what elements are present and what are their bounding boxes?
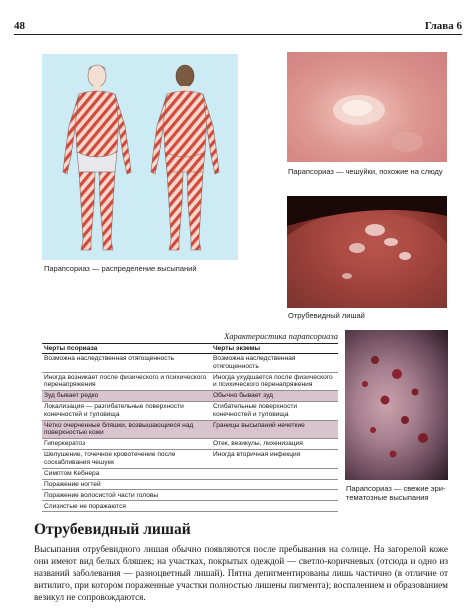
psoriasis-feature-cell: Гиперкератоз	[42, 439, 211, 450]
eczema-feature-cell	[211, 501, 338, 512]
body-figures-illustration	[42, 54, 238, 260]
table-row	[42, 372, 338, 391]
eczema-feature-cell: Отек, везикулы, лихенизация	[211, 439, 338, 450]
back-figure	[151, 65, 219, 250]
psoriasis-feature-cell: Поражение волосистой части головы	[42, 490, 211, 501]
eczema-feature-cell	[211, 490, 338, 501]
table-row	[42, 391, 338, 402]
psoriasis-feature-cell: Слизистые не поражаются	[42, 501, 211, 512]
eczema-feature-cell	[211, 479, 338, 490]
eczema-feature-cell: Возможна наследственная отягощенность	[211, 354, 338, 373]
table-row	[42, 439, 338, 450]
column-header-psoriasis: Черты псориаза	[42, 344, 211, 354]
table-row	[42, 479, 338, 490]
eczema-feature-cell: Иногда вторичная инфекция	[211, 450, 338, 469]
photo-parapsoriasis-erythematous	[345, 330, 448, 480]
psoriasis-feature-cell: Симптом Кебнера	[42, 468, 211, 479]
table-row	[42, 468, 338, 479]
eczema-feature-cell: Иногда ухудшается после физического и психического перенапряжения	[211, 372, 338, 391]
body-map-caption: Парапсориаз — распределение высыпаний	[44, 264, 197, 273]
table-row	[42, 402, 338, 421]
eczema-feature-cell: Сгибательные поверхности конечностей и туловища	[211, 402, 338, 421]
body-distribution-diagram	[42, 54, 238, 260]
eczema-feature-cell: Обычно бывает зуд	[211, 391, 338, 402]
front-figure	[63, 65, 131, 250]
photo-pityriasis-versicolor	[287, 196, 447, 308]
psoriasis-feature-cell: Возможна наследственная отягощенность	[42, 354, 211, 373]
psoriasis-feature-cell: Иногда возникает после физического и психического перенапряжения	[42, 372, 211, 391]
psoriasis-feature-cell: Поражение ногтей	[42, 479, 211, 490]
chapter-label: Глава 6	[424, 20, 462, 32]
table-row	[42, 490, 338, 501]
eczema-feature-cell: Границы высыпаний нечеткие	[211, 420, 338, 439]
section-heading: Отрубевидный лишай	[34, 521, 191, 538]
photo1-caption: Парапсориаз — чешуйки, похожие на слюду	[288, 167, 443, 176]
torso-lesions-illustration	[345, 330, 448, 480]
page-header	[14, 20, 462, 35]
photo-parapsoriasis-scales	[287, 52, 447, 162]
psoriasis-feature-cell: Локализация — разгибательные поверхности конечностей и туловища	[42, 402, 211, 421]
psoriasis-feature-cell: Зуд бывает редко	[42, 391, 211, 402]
table-row	[42, 501, 338, 512]
page-number: 48	[14, 20, 25, 32]
shoulder-lesions-illustration	[287, 196, 447, 308]
photo2-caption: Отрубевидный лишай	[288, 311, 365, 320]
eczema-feature-cell	[211, 468, 338, 479]
characteristics-table	[42, 343, 338, 512]
skin-lesion-illustration	[287, 52, 447, 162]
table-row	[42, 420, 338, 439]
psoriasis-feature-cell: Шелушение, точечное кровотечение после соскабливания чешуек	[42, 450, 211, 469]
characteristics-table-block	[42, 331, 338, 512]
table-header-row	[42, 344, 338, 354]
table-title: Характеристика парапсориаза	[224, 331, 338, 341]
psoriasis-feature-cell: Четко очерченные бляшки, возвышающиеся над поверхностью кожи	[42, 420, 211, 439]
table-row	[42, 450, 338, 469]
photo3-caption: Парапсориаз — свежие эри- тематозные высыпания	[346, 484, 446, 503]
section-paragraph: Высыпания отрубевидного лишая обычно появляются после пребывания на солнце. На загорелой коже они имеют вид белых бляшек; на участках, покрытых одеждой — светло-коричневых (отсюда и одно из названий заболевания — разноцветный лишай). Пятна депигментированы лишь частично (в отличие от витилиго, при котором пораженные участки полностью лишены пигмента); воспалением и образованием везикул не сопровождаются.	[34, 544, 448, 602]
table-row	[42, 354, 338, 373]
column-header-eczema: Черты экземы	[211, 344, 338, 354]
